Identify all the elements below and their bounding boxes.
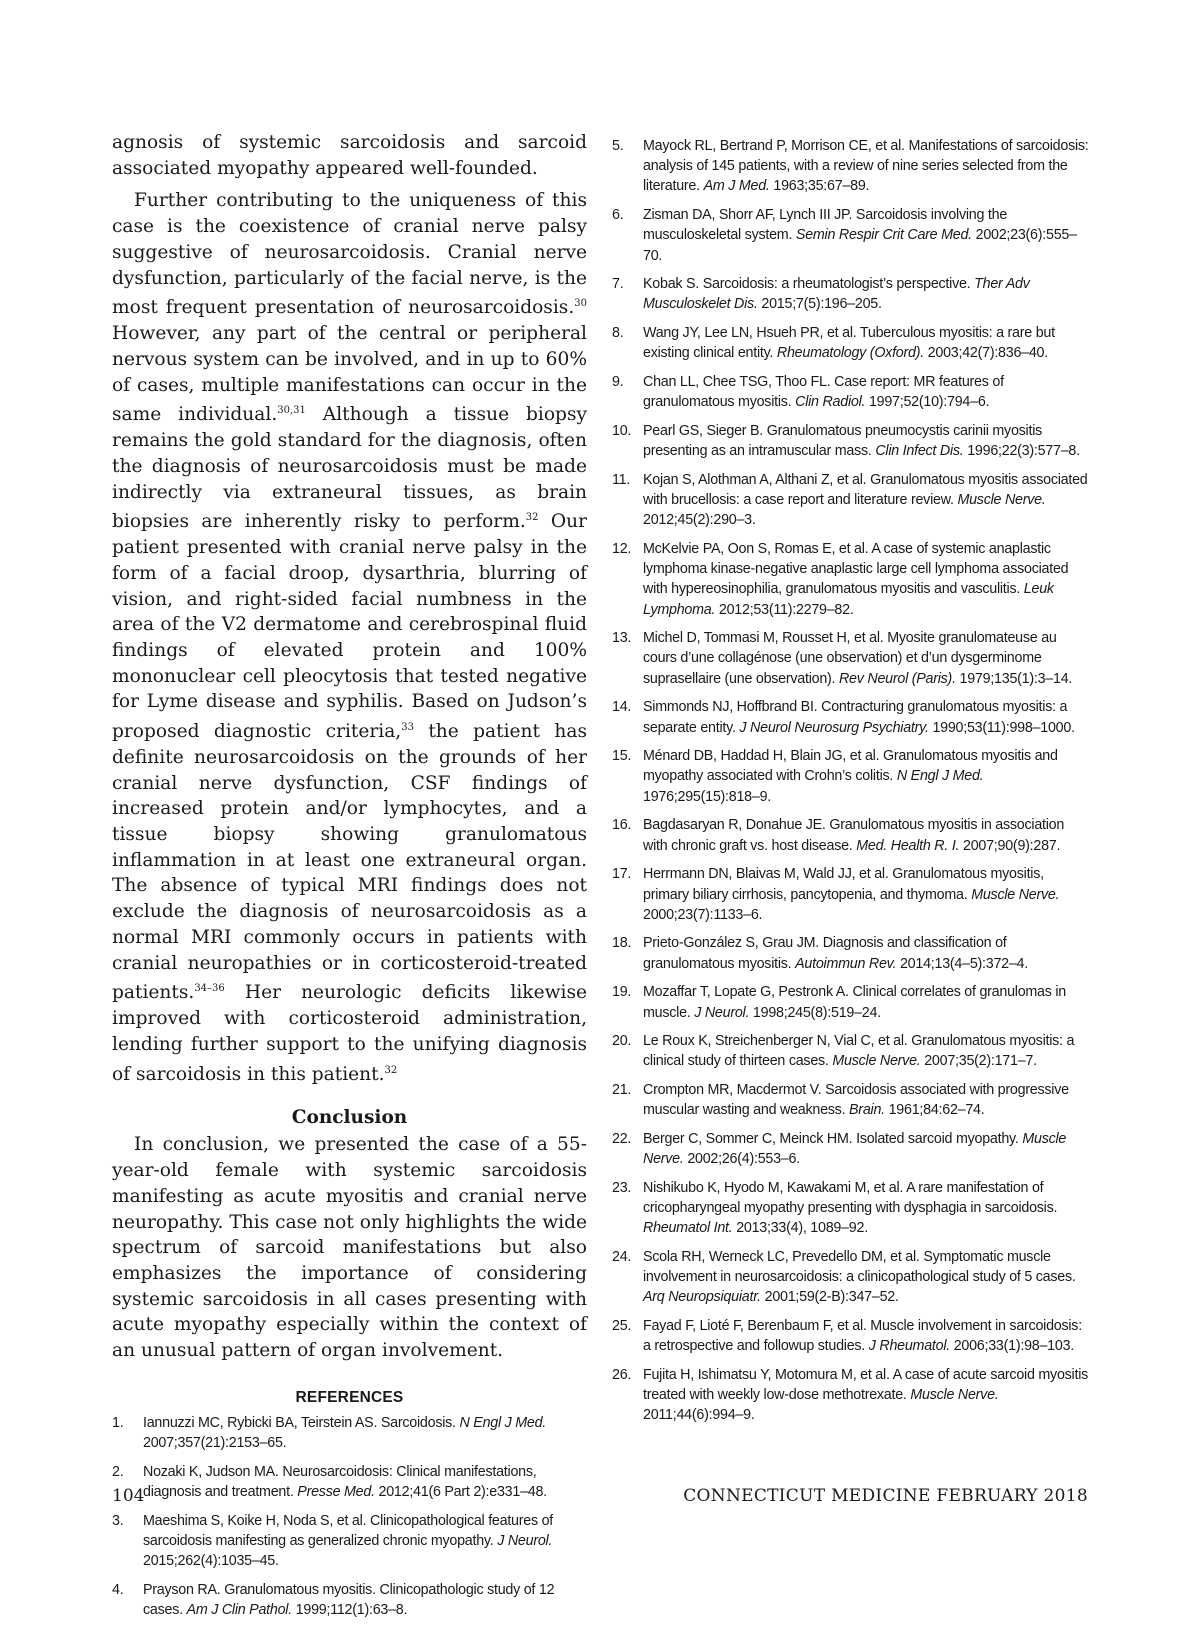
reference-authors-title: Kobak S. Sarcoidosis: a rheumatologist’s perspective. xyxy=(643,276,975,293)
reference-journal: Arq Neuropsiquiatr. xyxy=(643,1289,761,1306)
reference-authors-title: Kojan S, Alothman A, Althani Z, et al. Granulomatous myositis associated with brucellosis: a case report and literature review. xyxy=(643,471,1088,509)
reference-number: 8. xyxy=(612,325,624,342)
reference-journal: Presse Med. xyxy=(297,1483,375,1500)
reference-number: 4. xyxy=(112,1581,124,1598)
reference-number: 26. xyxy=(612,1367,632,1384)
reference-number: 2. xyxy=(112,1463,124,1480)
reference-citation: 1976;295(15):818–9. xyxy=(643,788,772,805)
reference-citation: 2012;53(11):2279–82. xyxy=(715,601,854,618)
reference-authors-title: Chan LL, Chee TSG, Thoo FL. Case report: MR features of granulomatous myositis. xyxy=(643,374,1004,411)
reference-authors-title: Prayson RA. Granulomatous myositis. Clinicopathologic study of 12 cases. xyxy=(143,1581,555,1618)
reference-item xyxy=(112,1511,587,1572)
citation-superscript: 34–36 xyxy=(194,983,225,995)
reference-number: 21. xyxy=(612,1082,632,1099)
reference-number: 3. xyxy=(112,1512,124,1529)
reference-citation: 1998;245(8):519–24. xyxy=(749,1004,881,1021)
text-segment: Further contributing to the uniqueness of this case is the coexistence of cranial nerve palsy suggestive of neurosarcoidosis. Cranial nerve dysfunction, particularly of the facial nerve, is the most frequent presentation of neurosarcoidosis. xyxy=(112,190,587,319)
reference-item xyxy=(612,628,1090,689)
reference-authors-title: Nishikubo K, Hyodo M, Kawakami M, et al. A rare manifestation of cricopharyngeal myopathy presenting with dysphagia in sarcoidosis. xyxy=(643,1179,1058,1217)
reference-citation: 2000;23(7):1133–6. xyxy=(643,906,763,923)
reference-item xyxy=(612,323,1090,363)
reference-authors-title: Ménard DB, Haddad H, Blain JG, et al. Granulomatous myositis and myopathy associated with Crohn’s colitis. xyxy=(643,748,1058,785)
page-number: 104 xyxy=(112,1486,145,1506)
reference-journal: Muscle Nerve. xyxy=(971,886,1060,903)
reference-number: 24. xyxy=(612,1249,632,1266)
reference-journal: J Neurol. xyxy=(694,1004,750,1021)
reference-item xyxy=(612,1129,1090,1169)
reference-number: 10. xyxy=(612,422,632,439)
reference-number: 11. xyxy=(612,471,631,488)
reference-authors-title: Herrmann DN, Blaivas M, Wald JJ, et al. Granulomatous myositis, primary biliary cirrhosis, pancytopenia, and thymoma. xyxy=(643,866,1044,903)
reference-item xyxy=(612,1316,1090,1356)
reference-journal: Leuk Lymphoma. xyxy=(643,581,1054,618)
reference-journal: Semin Respir Crit Care Med. xyxy=(795,227,972,244)
reference-authors-title: Fujita H, Ishimatsu Y, Motomura M, et al. A case of acute sarcoid myositis treated with weekly low-dose methotrexate. xyxy=(643,1367,1089,1404)
reference-item xyxy=(612,933,1090,973)
reference-journal: Autoimmun Rev. xyxy=(795,955,897,972)
citation-superscript: 32 xyxy=(525,512,539,524)
reference-citation: 1963;35:67–89. xyxy=(769,178,870,195)
citation-superscript: 32 xyxy=(384,1064,398,1076)
reference-item xyxy=(612,746,1090,807)
conclusion-paragraph: In conclusion, we presented the case of a 55-year-old female with systemic sarcoidosis manifesting as acute myositis and cranial nerve neuropathy. This case not only highlights the wide spectrum of sarcoid manifestations but also emphasizes the importance of considering systemic sarcoidosis in all cases presenting with acute myopathy especially within the context of an unusual pattern of organ involvement. xyxy=(112,1134,587,1362)
reference-item xyxy=(612,982,1090,1022)
reference-number: 5. xyxy=(612,138,624,154)
reference-journal: Ther Adv Musculoskelet Dis. xyxy=(643,276,1030,313)
reference-number: 6. xyxy=(612,207,624,224)
reference-item xyxy=(612,372,1090,412)
citation-superscript: 30,31 xyxy=(277,405,306,417)
reference-authors-title: Berger C, Sommer C, Meinck HM. Isolated sarcoid myopathy. xyxy=(643,1131,1023,1148)
reference-item xyxy=(612,470,1090,531)
reference-citation: 2001;59(2-B):347–52. xyxy=(760,1289,899,1306)
citation-superscript: 33 xyxy=(401,722,414,734)
text-segment: Our patient presented with cranial nerve palsy in the form of a facial droop, dysarthria, blurring of vision, and right-sided facial numbness in the area of the V2 dermatome and cerebrospinal fluid findings of elevated protein and 100% mononuclear cell pleocytosis that tested negative for Lyme disease and syphilis. Based on Judson’s proposed diagnostic criteria, xyxy=(112,511,587,743)
reference-item xyxy=(612,205,1090,266)
reference-number: 16. xyxy=(612,817,632,834)
reference-authors-title: Mayock RL, Bertrand P, Morrison CE, et al. Manifestations of sarcoidosis: analysis of 145 patients, with a review of nine series selected from the literature. xyxy=(643,138,1089,195)
right-column xyxy=(612,136,1090,1434)
reference-journal: Am J Clin Pathol. xyxy=(186,1601,292,1618)
reference-item xyxy=(612,1031,1090,1071)
paragraph-continued: agnosis of systemic sarcoidosis and sarcoid associated myopathy appeared well-founded. xyxy=(112,132,587,179)
reference-journal: Am J Med. xyxy=(703,178,770,195)
reference-citation: 1996;22(3):577–8. xyxy=(963,443,1080,460)
reference-number: 23. xyxy=(612,1179,632,1196)
reference-citation: 2006;33(1):98–103. xyxy=(949,1338,1075,1355)
reference-citation: 2002;23(6):555–70. xyxy=(643,227,1077,264)
reference-number: 13. xyxy=(612,630,632,647)
reference-number: 20. xyxy=(612,1033,632,1050)
reference-authors-title: Crompton MR, Macdermot V. Sarcoidosis associated with progressive muscular wasting and weakness. xyxy=(643,1082,1069,1119)
text-segment: However, any part of the central or peripheral nervous system can be involved, and in up to 60% of cases, multiple manifestations can occur in the same individual. xyxy=(112,323,587,426)
reference-citation: 2011;44(6):994–9. xyxy=(643,1407,755,1424)
reference-citation: 1999;112(1):63–8. xyxy=(291,1601,408,1618)
reference-journal: Rev Neurol (Paris). xyxy=(838,670,956,687)
reference-journal: J Rheumatol. xyxy=(868,1338,950,1355)
reference-authors-title: Bagdasaryan R, Donahue JE. Granulomatous myositis in association with chronic graft vs. host disease. xyxy=(643,817,1065,854)
text-segment: the patient has definite neurosarcoidosis on the grounds of her cranial nerve dysfunction, CSF findings of increased protein and/or lymphocytes, and a tissue biopsy showing granulomatous inflammation in at least one extraneural organ. The absence of typical MRI findings does not exclude the diagnosis of neurosarcoidosis as a normal MRI commonly occurs in patients with cranial neuropathies or in corticosteroid-treated patients. xyxy=(112,721,587,1004)
reference-item xyxy=(612,136,1090,197)
reference-authors-title: Michel D, Tommasi M, Rousset H, et al. Myosite granulomateuse au cours d’une collagénose (une observation) et d’un dysgerminome suprasellaire (une observation). xyxy=(643,630,1057,687)
reference-number: 7. xyxy=(612,276,624,293)
reference-journal: N Engl J Med. xyxy=(459,1414,547,1431)
reference-authors-title: Le Roux K, Streichenberger N, Vial C, et al. Granulomatous myositis: a clinical study of thirteen cases. xyxy=(643,1033,1075,1070)
reference-item xyxy=(112,1580,587,1620)
reference-number: 12. xyxy=(612,540,632,557)
reference-journal: Muscle Nerve. xyxy=(957,492,1046,509)
reference-item xyxy=(612,864,1090,925)
reference-journal: Brain. xyxy=(849,1102,885,1119)
reference-authors-title: Simmonds NJ, Hoffbrand BI. Contracturing granulomatous myositis: a separate entity. xyxy=(643,699,1068,736)
reference-item xyxy=(612,274,1090,314)
conclusion-heading: Conclusion xyxy=(291,1107,408,1129)
reference-number: 15. xyxy=(612,748,632,765)
reference-journal: N Engl J Med. xyxy=(896,768,984,785)
citation-superscript: 30 xyxy=(574,298,587,310)
reference-authors-title: Maeshima S, Koike H, Noda S, et al. Clinicopathological features of sarcoidosis manifesting as generalized chronic myopathy. xyxy=(143,1512,553,1549)
reference-journal: Muscle Nerve. xyxy=(910,1387,999,1404)
reference-authors-title: Zisman DA, Shorr AF, Lynch III JP. Sarcoidosis involving the musculoskeletal system. xyxy=(643,207,1008,244)
reference-number: 22. xyxy=(612,1131,632,1148)
reference-citation: 2015;262(4):1035–45. xyxy=(143,1552,279,1569)
reference-authors-title: Pearl GS, Sieger B. Granulomatous pneumocystis carinii myositis presenting as an intramuscular mass. xyxy=(643,422,1043,460)
references-heading: REFERENCES xyxy=(295,1388,404,1406)
text-segment: Her neurologic deficits likewise improved with corticosteroid administration, lending further support to the unifying diagnosis of sarcoidosis in this patient. xyxy=(112,982,587,1085)
reference-citation: 2015;7(5):196–205. xyxy=(757,296,882,313)
reference-number: 25. xyxy=(612,1318,632,1335)
reference-citation: 1997;52(10):794–6. xyxy=(865,394,990,411)
reference-number: 1. xyxy=(112,1414,124,1431)
reference-citation: 1979;135(1):3–14. xyxy=(955,670,1073,687)
reference-citation: 2003;42(7):836–40. xyxy=(923,345,1048,362)
reference-journal: Med. Health R. I. xyxy=(856,837,960,854)
reference-citation: 2007;35(2):171–7. xyxy=(920,1053,1037,1070)
reference-journal: J Neurol Neurosurg Psychiatry. xyxy=(739,719,929,736)
reference-authors-title: Prieto-González S, Grau JM. Diagnosis and classification of granulomatous myositis. xyxy=(643,935,1007,972)
reference-journal: Muscle Nerve. xyxy=(643,1131,1067,1168)
reference-journal: Muscle Nerve. xyxy=(832,1053,921,1070)
reference-citation: 2013;33(4), 1089–92. xyxy=(732,1220,868,1237)
paragraph-neurosarcoidosis xyxy=(112,188,587,1087)
reference-journal: Clin Radiol. xyxy=(795,394,866,411)
reference-item xyxy=(112,1413,587,1453)
reference-authors-title: Iannuzzi MC, Rybicki BA, Teirstein AS. Sarcoidosis. xyxy=(143,1414,460,1431)
reference-citation: 2014;13(4–5):372–4. xyxy=(896,955,1028,972)
reference-journal: Clin Infect Dis. xyxy=(875,443,964,460)
reference-citation: 2007;357(21):2153–65. xyxy=(143,1434,287,1451)
reference-number: 17. xyxy=(612,866,632,883)
reference-authors-title: Scola RH, Werneck LC, Prevedello DM, et al. Symptomatic muscle involvement in neurosarcoidosis: a clinicopathological study of 5 cases. xyxy=(643,1249,1076,1286)
reference-item xyxy=(612,1365,1090,1426)
reference-number: 19. xyxy=(612,984,632,1001)
reference-item xyxy=(612,421,1090,461)
reference-number: 14. xyxy=(612,699,632,716)
reference-journal: J Neurol. xyxy=(497,1532,553,1549)
reference-number: 18. xyxy=(612,935,632,952)
reference-citation: 1990;53(11):998–1000. xyxy=(928,719,1075,736)
reference-item xyxy=(612,697,1090,737)
reference-citation: 1961;84:62–74. xyxy=(884,1102,985,1119)
reference-journal: Rheumatology (Oxford). xyxy=(776,345,924,362)
reference-number: 9. xyxy=(612,374,624,391)
reference-item xyxy=(112,1462,587,1502)
references-list-left xyxy=(112,1413,587,1620)
reference-authors-title: Mozaffar T, Lopate G, Pestronk A. Clinical correlates of granulomas in muscle. xyxy=(643,984,1067,1021)
references-list-right xyxy=(612,136,1090,1426)
reference-authors-title: McKelvie PA, Oon S, Romas E, et al. A case of systemic anaplastic lymphoma kinase-negative anaplastic large cell lymphoma associated with hypereosinophilia, granulomatous myositis and vasculitis. xyxy=(643,540,1069,598)
reference-item xyxy=(612,815,1090,855)
reference-item xyxy=(612,1178,1090,1239)
reference-citation: 2002;26(4):553–6. xyxy=(683,1151,800,1168)
reference-authors-title: Nozaki K, Judson MA. Neurosarcoidosis: Clinical manifestations, diagnosis and treatment. xyxy=(143,1463,537,1500)
reference-authors-title: Wang JY, Lee LN, Hsueh PR, et al. Tuberculous myositis: a rare but existing clinical entity. xyxy=(643,325,1055,362)
journal-issue: CONNECTICUT MEDICINE FEBRUARY 2018 xyxy=(683,1486,1088,1506)
reference-journal: Rheumatol Int. xyxy=(643,1220,733,1237)
reference-authors-title: Fayad F, Lioté F, Berenbaum F, et al. Muscle involvement in sarcoidosis: a retrospective and followup studies. xyxy=(643,1318,1082,1355)
reference-item xyxy=(612,539,1090,620)
left-column xyxy=(112,130,587,1629)
reference-item xyxy=(612,1247,1090,1308)
text-segment: Although a tissue biopsy remains the gold standard for the diagnosis, often the diagnosis of neurosarcoidosis must be made indirectly via extraneural tissues, as brain biopsies are inherently risky to perform. xyxy=(112,404,587,533)
reference-citation: 2012;45(2):290–3. xyxy=(643,512,756,529)
reference-citation: 2012;41(6 Part 2):e331–48. xyxy=(374,1483,547,1500)
reference-item xyxy=(612,1080,1090,1120)
reference-citation: 2007;90(9):287. xyxy=(959,837,1061,854)
